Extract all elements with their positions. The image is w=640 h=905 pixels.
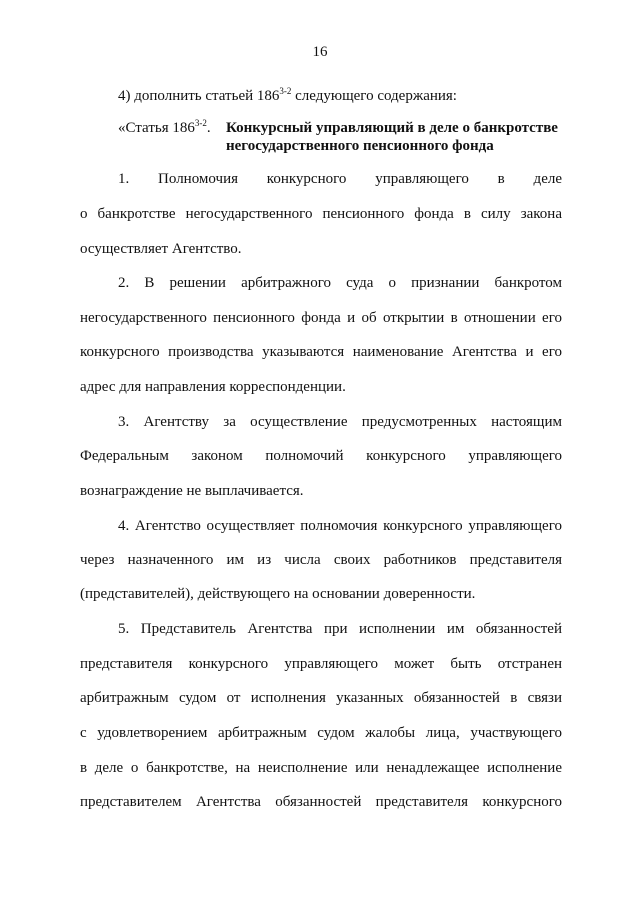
paragraph-line: осуществляет Агентство.	[80, 241, 242, 257]
amendment-intro	[118, 88, 457, 105]
paragraph-line: (представителей), действующего на основании доверенности.	[80, 586, 476, 602]
paragraph-line: с удовлетворением арбитражным судом жалобы лица, участвующего	[80, 725, 562, 741]
intro-superscript: 3-2	[279, 86, 292, 96]
article-label	[118, 119, 224, 137]
paragraph-line: в деле о банкротстве, на неисполнение или ненадлежащее исполнение	[80, 760, 562, 776]
paragraph-line: вознаграждение не выплачивается.	[80, 483, 304, 499]
intro-text: 4) дополнить статьей 186	[118, 88, 280, 104]
paragraph-line: 5. Представитель Агентства при исполнении им обязанностей	[118, 621, 562, 637]
article-label-text: «Статья 186	[118, 120, 195, 136]
paragraph-line: представителя конкурсного управляющего может быть отстранен	[80, 656, 562, 672]
paragraph-line: через назначенного им из числа своих работников представителя	[80, 552, 562, 568]
paragraph-line: о банкротстве негосударственного пенсионного фонда в силу закона	[80, 206, 562, 222]
article-label-dot: .	[206, 120, 211, 136]
article-heading	[118, 118, 558, 154]
article-title	[226, 119, 558, 155]
page-number: 16	[312, 44, 328, 60]
article-title-line: Конкурсный управляющий в деле о банкротстве	[226, 120, 558, 136]
paragraph-line: Федеральным законом полномочий конкурсного управляющего	[80, 448, 562, 464]
paragraph-line: 1. Полномочия конкурсного управляющего в деле	[118, 171, 562, 187]
article-label-superscript: 3-2	[194, 118, 207, 128]
paragraph-line: конкурсного производства указываются наименование Агентства и его	[80, 344, 562, 360]
paragraph-line: адрес для направления корреспонденции.	[80, 379, 346, 395]
paragraph-line: 2. В решении арбитражного суда о признании банкротом	[118, 275, 562, 291]
paragraph-line: негосударственного пенсионного фонда и об открытии в отношении его	[80, 310, 562, 326]
paragraph-line: представителем Агентства обязанностей представителя конкурсного	[80, 794, 562, 810]
paragraph-line: арбитражным судом от исполнения указанных обязанностей в связи	[80, 690, 562, 706]
paragraph-line: 4. Агентство осуществляет полномочия конкурсного управляющего	[118, 518, 562, 534]
article-title-line: негосударственного пенсионного фонда	[226, 138, 494, 154]
intro-text-end: следующего содержания:	[291, 88, 457, 104]
paragraph-line: 3. Агентству за осуществление предусмотренных настоящим	[118, 414, 562, 430]
